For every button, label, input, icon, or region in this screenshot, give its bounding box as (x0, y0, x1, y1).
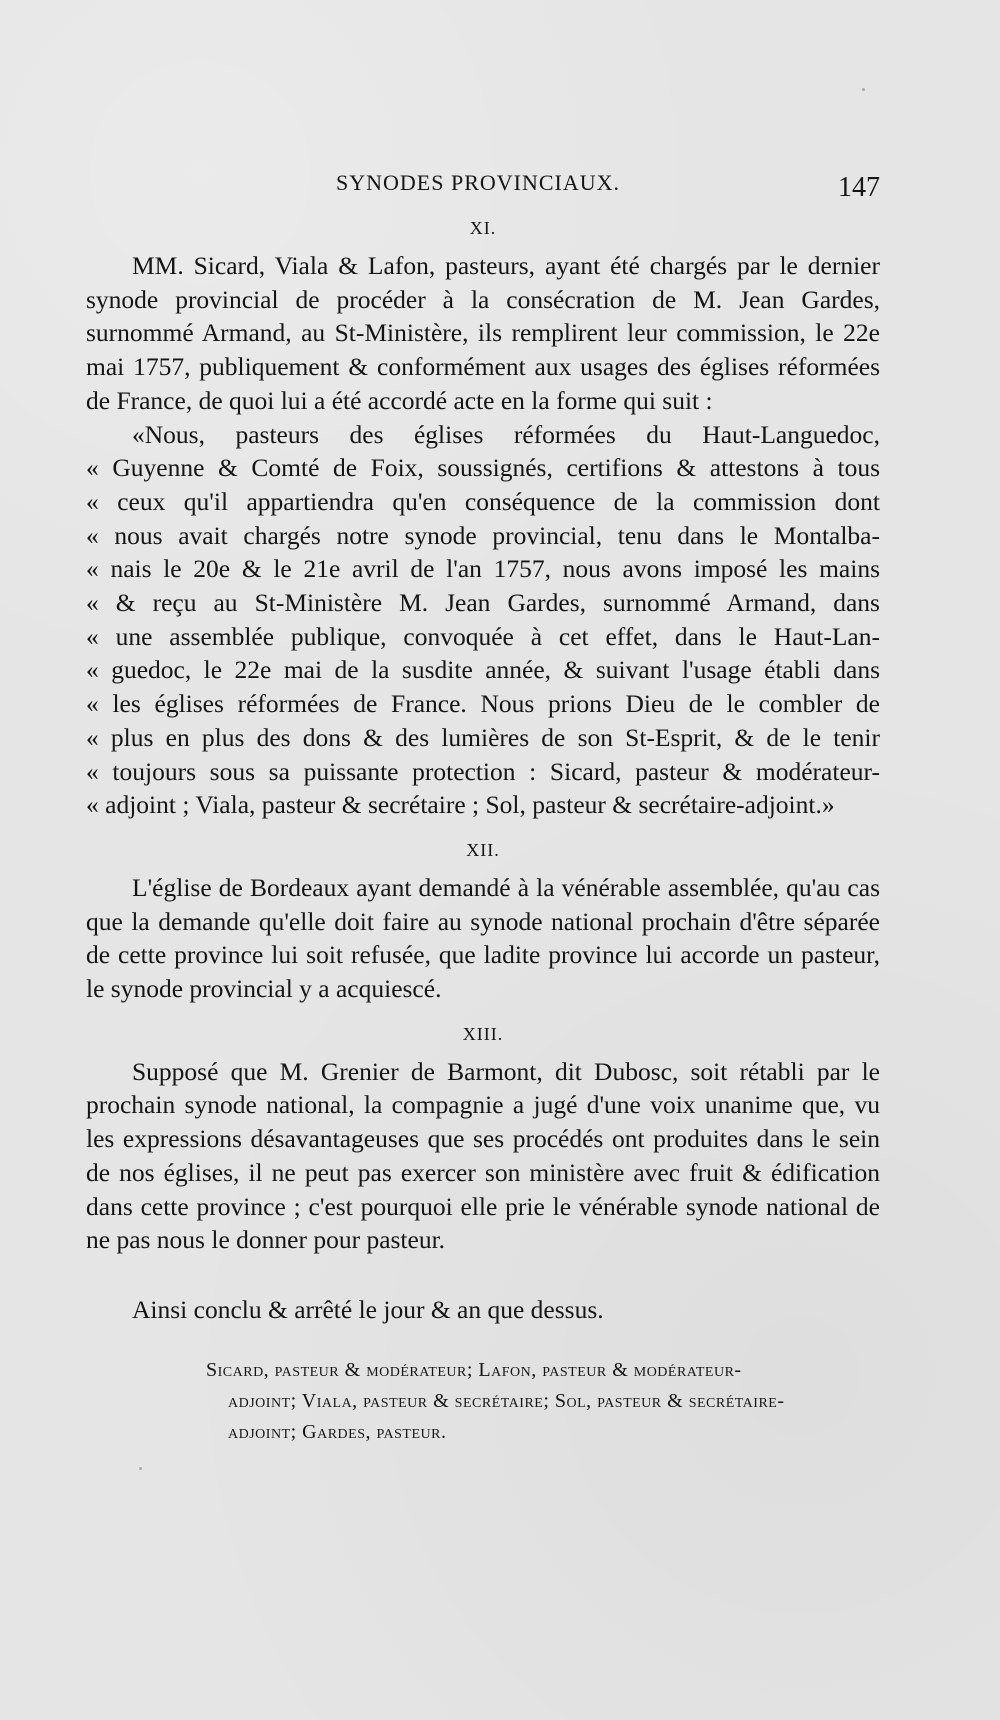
signature-line-2: adjoint; Viala, pasteur & secrétaire; Sol, pasteur & secrétaire- (228, 1389, 785, 1412)
page-number: 147 (838, 172, 880, 203)
signature-line-3: adjoint; Gardes, pasteur. (228, 1420, 447, 1443)
section-heading-xiii: XIII. (462, 1023, 504, 1044)
quote-line-10: « plus en plus des dons & des lumières de son St-Esprit, & de le tenir (86, 722, 880, 752)
running-title: SYNODES PROVINCIAUX. (336, 170, 621, 195)
quote-line-9: « les églises réformées de France. Nous prions Dieu de le combler de (86, 689, 880, 719)
section-heading-xi: XI. (469, 218, 497, 238)
paper-speck (139, 1467, 142, 1470)
closing-statement: Ainsi conclu & arrêté le jour & an que dessus. (132, 1294, 604, 1324)
quote-line-6: « & reçu au St-Ministère M. Jean Gardes, surnommé Armand, dans (86, 588, 880, 618)
section-xiii-paragraph: Supposé que M. Grenier de Barmont, dit Dubosc, soit rétabli par le prochain synode national, la compagnie a jugé d'une voix unanime que, vu les expressions désavantageuses que ses procédés ont produites dans le sein de nos églises, il ne peut pas exercer son ministère avec fruit & édification dans cette province ; c'est pourquoi elle prie le vénérable synode national de ne pas nous le donner pour pasteur. (86, 1056, 880, 1255)
quote-line-7: « une assemblée publique, convoquée à cet effet, dans le Haut-Lan- (86, 621, 880, 651)
section-xiii (86, 1024, 880, 1257)
section-xi (86, 218, 880, 822)
quote-line-8: « guedoc, le 22e mai de la susdite année, & suivant l'usage établi dans (86, 655, 880, 685)
quote-line-2: « Guyenne & Comté de Foix, soussignés, certifions & attestons à tous (86, 453, 880, 483)
signature-line-1: Sicard, pasteur & modérateur; Lafon, pasteur & modérateur- (206, 1358, 742, 1381)
paper-speck (862, 88, 865, 91)
quote-line-12: « adjoint ; Viala, pasteur & secrétaire ; Sol, pasteur & secrétaire-adjoint.» (86, 790, 835, 820)
certificate-quote (86, 418, 880, 822)
section-xi-paragraph: MM. Sicard, Viala & Lafon, pasteurs, ayant été chargés par le dernier synode provincial de procéder à la consécration de M. Jean Gardes, surnommé Armand, au St-Ministère, ils remplirent leur commission, le 22e mai 1757, publiquement & conformément aux usages des églises réformées de France, de quoi lui a été accordé acte en la forme qui suit : (86, 251, 880, 415)
signature-block (206, 1355, 812, 1448)
quote-line-4: « nous avait chargés notre synode provincial, tenu dans le Montalba- (86, 520, 880, 550)
section-heading-xii: XII. (466, 839, 500, 860)
page-header (86, 170, 880, 210)
section-xii-paragraph: L'église de Bordeaux ayant demandé à la vénérable assemblée, qu'au cas que la demande qu'elle doit faire au synode national prochain d'être séparée de cette province lui soit refusée, que ladite province lui accorde un pasteur, le synode provincial y a acquiescé. (86, 872, 880, 1004)
quote-line-5: « nais le 20e & le 21e avril de l'an 1757, nous avons imposé les mains (86, 554, 880, 584)
page-content (86, 218, 880, 1448)
section-xii (86, 840, 880, 1006)
quote-line-1: «Nous, pasteurs des églises réformées du Haut-Languedoc, (132, 419, 880, 449)
quote-line-11: « toujours sous sa puissante protection : Sicard, pasteur & modérateur- (86, 756, 880, 786)
quote-line-3: « ceux qu'il appartiendra qu'en conséquence de la commission dont (86, 486, 880, 516)
